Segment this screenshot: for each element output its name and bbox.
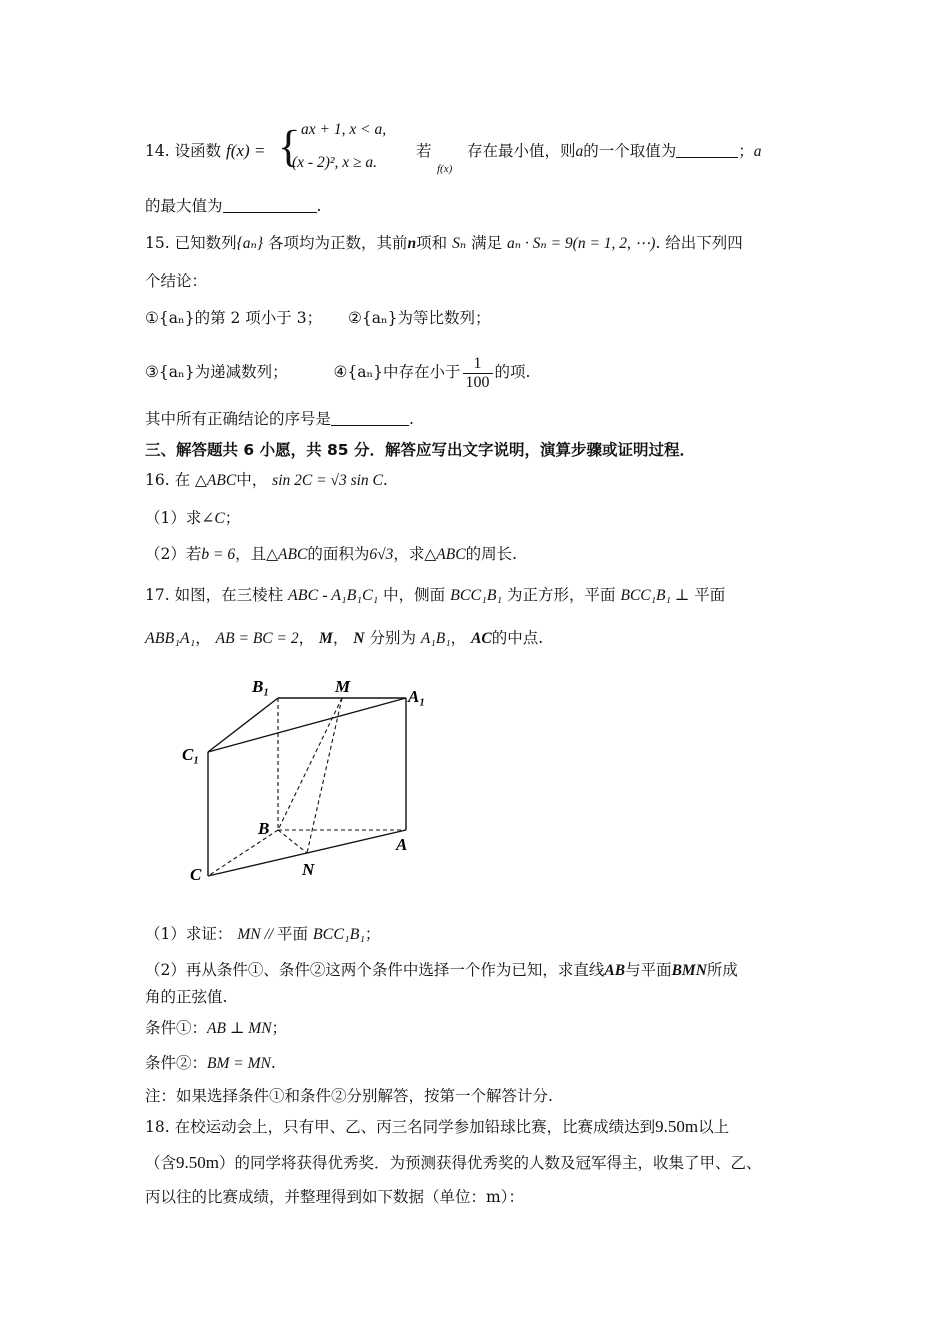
q15-conclusion-4: ④{aₙ}中存在小于	[333, 363, 461, 381]
label-a1: A₁	[408, 687, 426, 706]
q17-mn-parallel: MN //	[237, 926, 277, 943]
q14-fx-small: f(x)	[437, 163, 453, 175]
q16-stem-c: .	[382, 471, 388, 489]
q17-l1e: 为正方形，平面	[507, 586, 616, 604]
q16-p2-triangle: △ABC	[266, 546, 308, 563]
q15-blank[interactable]	[331, 410, 409, 426]
q17-l2j: ，	[450, 629, 467, 647]
q17-part1	[145, 924, 380, 945]
q17-plane-abb1a1: ABB₁A₁	[145, 630, 196, 647]
edge-b1-c1	[208, 698, 278, 752]
q16-triangle: △ABC	[195, 472, 237, 489]
q17-cond1-expr: AB ⊥ MN	[207, 1020, 272, 1037]
q17-line1	[145, 585, 725, 606]
q14-function-name: f(x) =	[226, 141, 266, 160]
q15-t5: . 给出下列四	[655, 234, 743, 252]
q18-threshold: 9.50m	[655, 1117, 699, 1136]
q15-t2: 各项均为正数，其前	[267, 234, 408, 252]
q17-l2d: ，	[298, 629, 315, 647]
q17-condition-2	[145, 1053, 276, 1074]
q14-case1: - ax + 1, x < a,	[292, 121, 387, 138]
q16-equation: sin 2C = √3 sin C	[272, 472, 383, 489]
q16-stem-a: 16. 在	[145, 471, 191, 489]
q14-ruo: 若	[416, 142, 432, 160]
q17-plane-perp: BCC₁B₁ ⊥	[620, 587, 690, 604]
q16-b-value: b = 6	[201, 546, 236, 563]
q15-fraction	[463, 355, 493, 392]
q14-sep: ；	[738, 142, 754, 160]
q17-l1a: 17. 如图，在三棱柱	[145, 586, 284, 604]
q15-equation: aₙ · Sₙ = 9(n = 1, 2, ⋯)	[507, 235, 656, 252]
q17-l2f: ，	[332, 629, 349, 647]
q14-case2: (x - 2)², x ≥ a.	[292, 154, 378, 171]
q17-ac: AC	[471, 630, 492, 647]
q17-cond1-end: ；	[271, 1019, 288, 1037]
q14-mid: 存在最小值，则	[467, 142, 576, 160]
q15-conclusion-2: ②{aₙ}为等比数列；	[347, 309, 491, 327]
q17-ab: AB	[604, 962, 626, 979]
q17-l2l: 的中点.	[491, 629, 544, 647]
q17-p1a: （1）求证：	[145, 925, 233, 943]
q15-sn: Sₙ	[452, 235, 467, 252]
q17-p2a: （2）再从条件①、条件②这两个条件中选择一个作为已知，求直线	[145, 961, 605, 979]
q18-line3: 丙以往的比赛成绩，并整理得到如下数据（单位：m）：	[145, 1188, 524, 1206]
q17-l2b: ，	[195, 629, 211, 647]
q17-condition-1	[145, 1018, 287, 1039]
q14-a2: a	[753, 143, 762, 160]
q15-t1: 已知数列	[174, 234, 237, 252]
q15-line2: 个结论：	[145, 272, 208, 290]
q15-n: n	[407, 235, 417, 252]
q17-n: N	[353, 630, 365, 647]
q17-lengths: AB = BC = 2	[215, 630, 299, 647]
q16-stem	[145, 470, 388, 491]
q16-area-value: 6√3	[369, 546, 394, 563]
q17-p1c: 平面	[276, 925, 308, 943]
q16-part1	[145, 508, 240, 529]
q18-l1a: 18. 在校运动会上，只有甲、乙、丙三名同学参加铅球比赛，比赛成绩达到	[145, 1118, 656, 1136]
q17-a1b1: A₁B₁	[420, 630, 451, 647]
q18-l1c: 以上	[698, 1118, 730, 1136]
q17-p1e: ；	[364, 925, 381, 943]
edge-c1-a1	[208, 698, 406, 752]
section-3-heading: 三、解答题共 6 小愿，共 85 分．解答应写出文字说明，演算步骤或证明过程．	[145, 441, 695, 459]
prism-solid-edges	[208, 698, 406, 876]
q14-line2-text: 的最大值为	[145, 197, 223, 215]
q17-p2c: 与平面	[625, 961, 672, 979]
q15-t4: 满足	[471, 234, 503, 252]
q18-l2c: ）的同学将获得优秀奖．为预测获得优秀奖的人数及冠军得主，收集了甲、乙、	[219, 1154, 762, 1172]
edge-b-n	[278, 830, 307, 853]
label-b: B	[258, 819, 270, 838]
q15-conclusions-1-2	[145, 308, 491, 328]
q18-threshold-2: 9.50m	[176, 1153, 219, 1172]
q17-cond2-label: 条件②：	[145, 1054, 208, 1072]
q15-an: {aₙ}	[236, 235, 264, 252]
q16-p2-triangle-2: △ABC	[424, 546, 466, 563]
edge-m-b	[278, 698, 342, 830]
q17-m: M	[319, 630, 333, 647]
q17-prism-figure	[170, 668, 450, 898]
q18-l2a: （含	[145, 1154, 177, 1172]
q16-p1c: ；	[224, 509, 241, 527]
q14-end: .	[316, 197, 322, 215]
q16-stem-b: 中，	[236, 471, 268, 489]
q17-l1c: 中，侧面	[383, 586, 446, 604]
q14-line1-tail	[416, 141, 432, 161]
q15-final	[145, 409, 414, 429]
q15-final-text: 其中所有正确结论的序号是	[145, 410, 332, 428]
q17-prism: ABC - A₁B₁C₁	[288, 587, 379, 604]
q16-p2e: 的面积为	[307, 545, 370, 563]
q16-angle-c: ∠C	[201, 510, 225, 527]
q17-l1g: 平面	[694, 586, 726, 604]
q15-conclusions-3-4	[145, 352, 530, 392]
q15-number: 15.	[145, 234, 170, 252]
q15-frac-num: 1	[463, 355, 493, 374]
q15-conclusion-3: ③{aₙ}为递减数列；	[145, 363, 288, 381]
label-a: A	[396, 835, 408, 854]
q15-frac-den: 100	[465, 373, 490, 391]
q17-l2h: 分别为	[369, 629, 416, 647]
q14-line1-rest	[467, 141, 762, 162]
q14-brace-icon: {	[278, 122, 300, 171]
q17-cond2-expr: BM = MN	[207, 1055, 271, 1072]
q15-t3: 项和	[416, 234, 448, 252]
q16-p2i: 的周长.	[465, 545, 517, 563]
q17-p2e: 所成	[706, 961, 738, 979]
label-m: M	[335, 677, 351, 696]
q14-blank2[interactable]	[223, 197, 317, 213]
q14-prefix: 设函数	[174, 142, 222, 160]
q14-mid2: 的一个取值为	[583, 142, 677, 160]
q16-p2g: ，求	[393, 545, 425, 563]
q18-line2	[145, 1153, 762, 1173]
q17-cond1-label: 条件①：	[145, 1019, 208, 1037]
q14-line2	[145, 196, 321, 216]
q17-part2-line2: 角的正弦值.	[145, 988, 228, 1006]
q14-line1	[145, 141, 265, 161]
q18-line1	[145, 1117, 729, 1137]
q15-final-end: .	[409, 410, 414, 428]
q16-p1a: （1）求	[145, 509, 202, 527]
label-b1: B₁	[252, 677, 270, 696]
q17-note: 注：如果选择条件①和条件②分别解答，按第一个解答计分.	[145, 1087, 553, 1105]
q15-conclusion-1: ①{aₙ}的第 2 项小于 3；	[145, 309, 323, 327]
q16-part2	[145, 544, 517, 565]
q17-bmn: BMN	[671, 962, 707, 979]
q14-number: 14.	[145, 142, 170, 160]
q14-blank1[interactable]	[676, 142, 738, 158]
q17-cond2-end: .	[270, 1054, 276, 1072]
label-n: N	[302, 860, 315, 879]
q17-face: BCC₁B₁	[450, 587, 503, 604]
q15-line1	[145, 233, 743, 254]
q15-conclusion-4-end: 的项.	[494, 363, 531, 381]
q14-a1: a	[575, 143, 584, 160]
q16-p2c: ，且	[235, 545, 267, 563]
q17-p1-plane: BCC₁B₁	[312, 926, 365, 943]
q16-p2a: （2）若	[145, 545, 202, 563]
label-c1: C₁	[182, 745, 200, 764]
q17-part2	[145, 960, 738, 981]
label-c: C	[190, 865, 202, 884]
q17-line2	[145, 628, 543, 649]
